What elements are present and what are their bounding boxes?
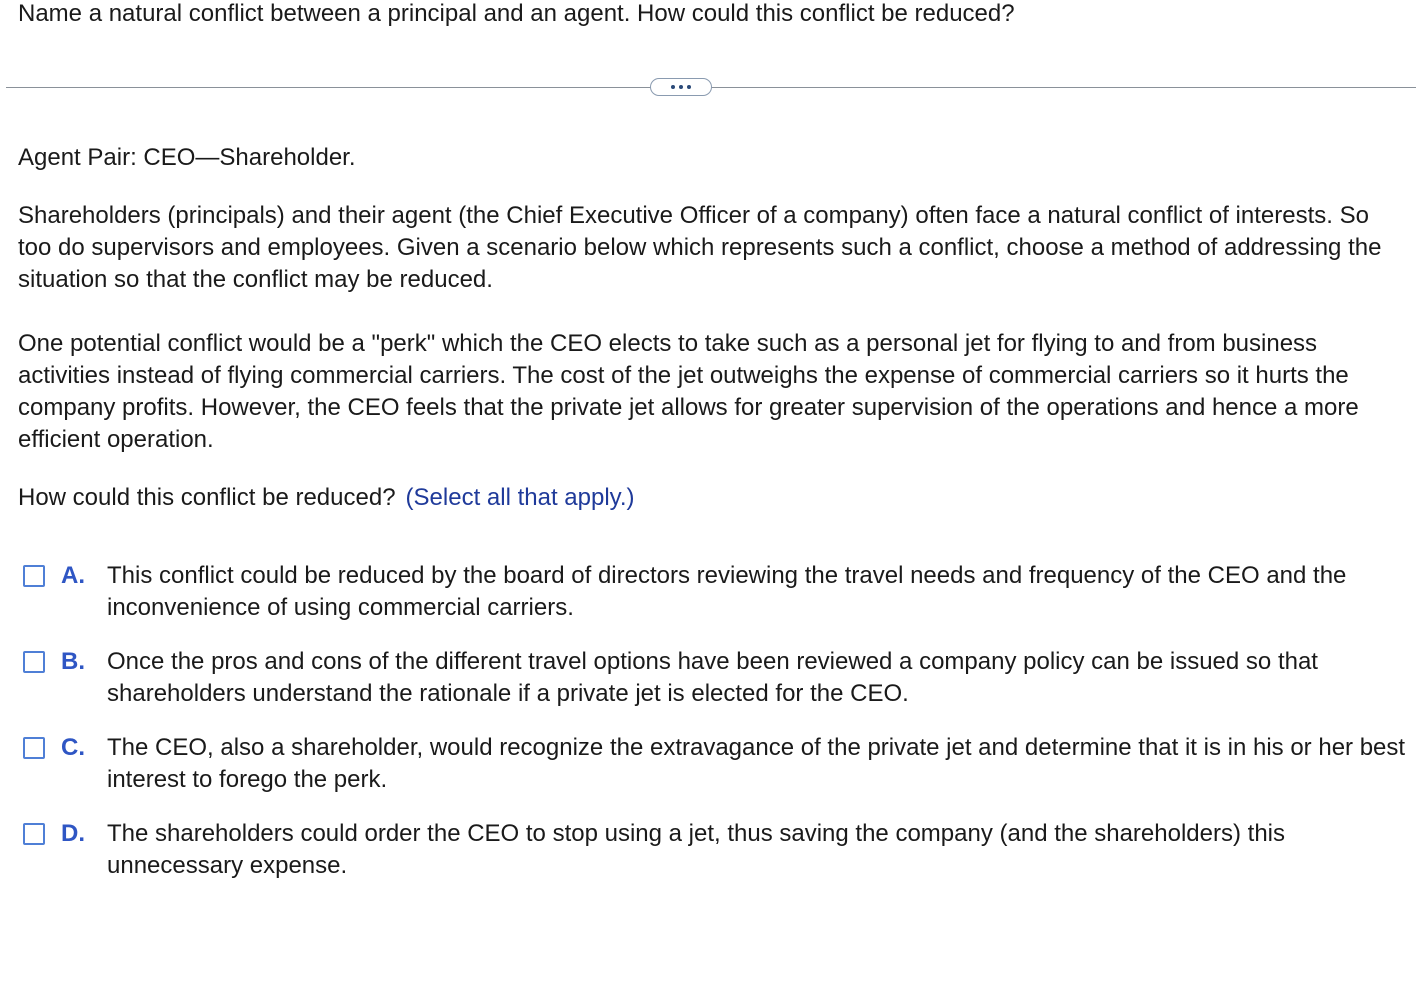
agent-pair-text: Agent Pair: CEO—Shareholder.: [18, 144, 356, 171]
expand-button[interactable]: [650, 78, 712, 96]
question-content: [18, 142, 1408, 904]
option-d-checkbox[interactable]: [23, 823, 45, 845]
option-a[interactable]: [18, 560, 1408, 624]
option-b-text: Once the pros and cons of the different travel options have been reviewed a company policy can be issued so that shareholders understand the rationale if a private jet is elected for the CEO.: [107, 648, 1318, 707]
option-c[interactable]: [18, 732, 1408, 796]
option-d[interactable]: [18, 818, 1408, 882]
option-a-text: This conflict could be reduced by the board of directors reviewing the travel needs and frequency of the CEO and the inconvenience of using commercial carriers.: [107, 562, 1347, 621]
option-c-checkbox[interactable]: [23, 737, 45, 759]
option-c-letter: C.: [61, 734, 85, 761]
ellipsis-icon: [671, 79, 691, 95]
select-hint: (Select all that apply.): [405, 484, 635, 511]
option-d-text: The shareholders could order the CEO to stop using a jet, thus saving the company (and the shareholders) this unnecessary expense.: [107, 820, 1285, 879]
option-b[interactable]: [18, 646, 1408, 710]
option-a-checkbox[interactable]: [23, 565, 45, 587]
option-b-checkbox[interactable]: [23, 651, 45, 673]
option-d-letter: D.: [61, 820, 85, 847]
scenario-text: One potential conflict would be a "perk" which the CEO elects to take such as a personal jet for flying to and from business activities instead of flying commercial carriers. The cost of the jet outweighs the expense of commercial carriers so it hurts the company profits. However, the CEO feels that the private jet allows for greater supervision of the operations and hence a more efficient operation.: [18, 330, 1359, 453]
question-title: Name a natural conflict between a principal and an agent. How could this conflict be reduced?: [18, 0, 1015, 27]
intro-text: Shareholders (principals) and their agent (the Chief Executive Officer of a company) often face a natural conflict of interests. So too do supervisors and employees. Given a scenario below which represents such a conflict, choose a method of addressing the situation so that the conflict may be reduced.: [18, 202, 1382, 293]
option-a-letter: A.: [61, 562, 85, 589]
option-b-letter: B.: [61, 648, 85, 675]
prompt-line: [18, 482, 1408, 514]
option-c-text: The CEO, also a shareholder, would recognize the extravagance of the private jet and determine that it is in his or her best interest to forego the perk.: [107, 734, 1406, 793]
answer-options: [18, 560, 1408, 904]
prompt-text: How could this conflict be reduced?: [18, 484, 396, 511]
